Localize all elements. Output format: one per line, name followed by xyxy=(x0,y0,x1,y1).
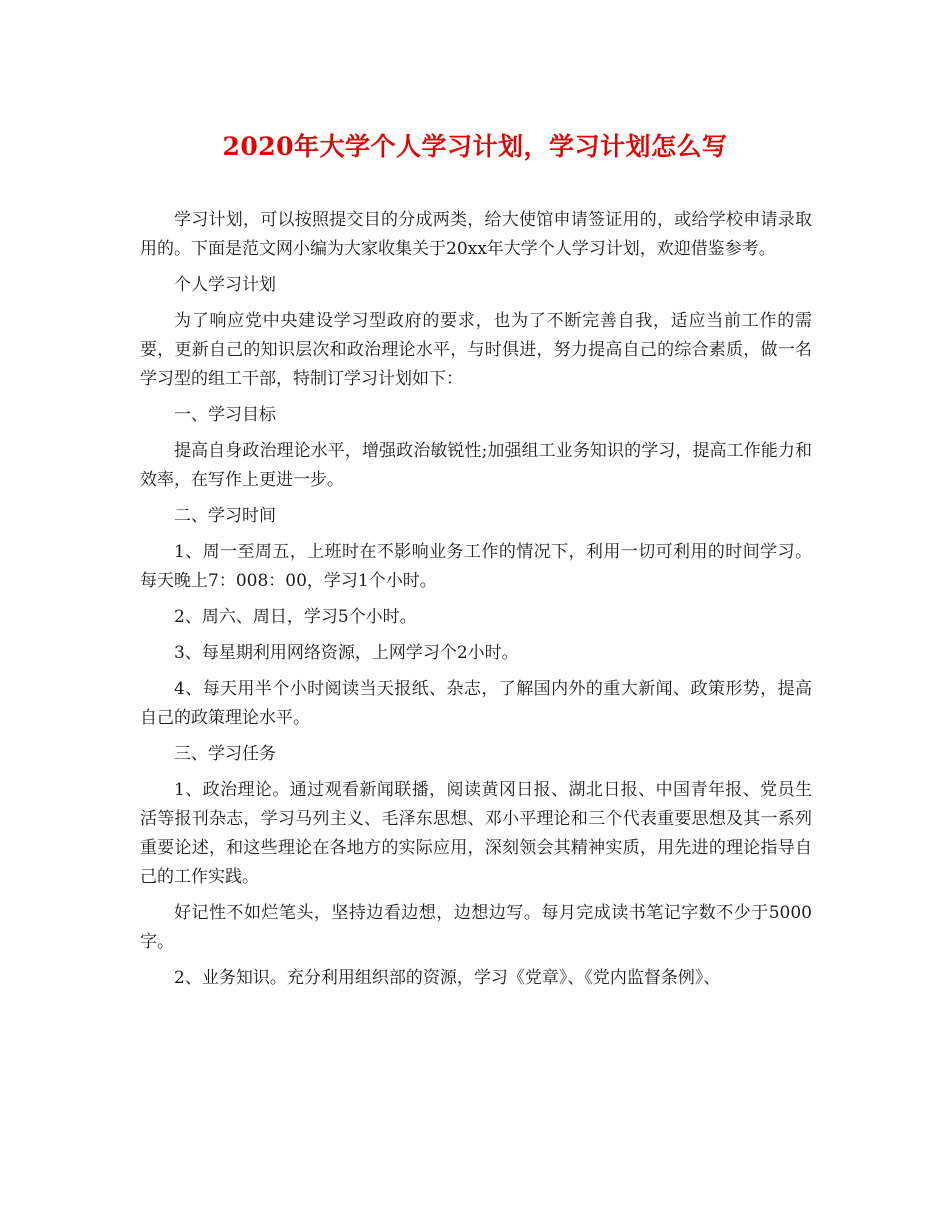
list-item: 3、每星期利用网络资源，上网学习个2小时。 xyxy=(174,643,519,663)
document-body xyxy=(140,206,812,1000)
section-heading: 一、学习目标 xyxy=(174,405,276,425)
document-title: 2020年大学个人学习计划，学习计划怎么写 xyxy=(222,132,728,161)
paragraph: 为了响应党中央建设学习型政府的要求，也为了不断完善自我，适应当前工作的需要，更新自己的知识层次和政治理论水平，与时俱进，努力提高自己的综合素质，做一名学习型的组工干部，特制订学习计划如下： xyxy=(140,311,812,389)
paragraph-intro: 学习计划，可以按照提交目的分成两类，给大使馆申请签证用的，或给学校申请录取用的。下面是范文网小编为大家收集关于20xx年大学个人学习计划，欢迎借鉴参考。 xyxy=(140,210,812,259)
list-item: 4、每天用半个小时阅读当天报纸、杂志，了解国内外的重大新闻、政策形势，提高自己的政策理论水平。 xyxy=(140,679,812,728)
paragraph: 好记性不如烂笔头，坚持边看边想，边想边写。每月完成读书笔记字数不少于5000字。 xyxy=(140,903,812,952)
section-heading: 二、学习时间 xyxy=(174,506,276,526)
paragraph: 提高自身政治理论水平，增强政治敏锐性;加强组工业务知识的学习，提高工作能力和效率，在写作上更进一步。 xyxy=(140,441,812,490)
list-item: 2、业务知识。充分利用组织部的资源，学习《党章》、《党内监督条例》、 xyxy=(174,968,721,988)
list-item: 1、周一至周五，上班时在不影响业务工作的情况下，利用一切可利用的时间学习。每天晚上7：008：00，学习1个小时。 xyxy=(140,542,812,591)
list-item: 2、周六、周日，学习5个小时。 xyxy=(174,607,417,627)
section-heading: 个人学习计划 xyxy=(174,275,276,295)
list-item: 1、政治理论。通过观看新闻联播，阅读黄冈日报、湖北日报、中国青年报、党员生活等报刊杂志，学习马列主义、毛泽东思想、邓小平理论和三个代表重要思想及其一系列重要论述，和这些理论在各地方的实际应用，深刻领会其精神实质，用先进的理论指导自己的工作实践。 xyxy=(140,780,812,887)
section-heading: 三、学习任务 xyxy=(174,744,276,764)
